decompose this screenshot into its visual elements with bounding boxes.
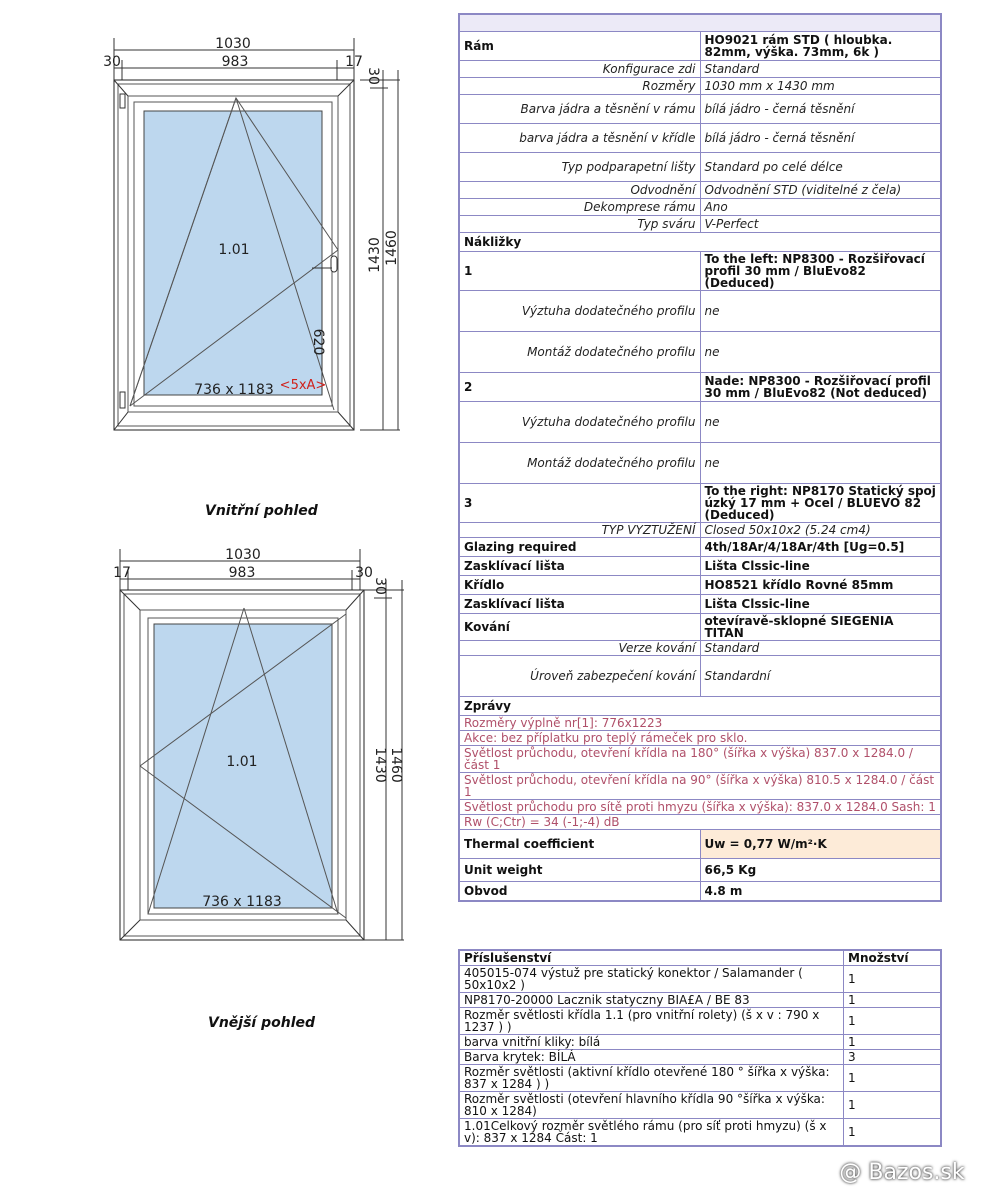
accessory-qty: 1 xyxy=(844,993,942,1008)
accessories-header-qty: Množství xyxy=(844,950,942,966)
accessory-name: Rozměr světlosti křídla 1.1 (pro vnitřní rolety) (š x v : 790 x 1237 ) ) xyxy=(459,1008,844,1035)
naklizky-description: To the right: NP8170 Statický spoj úzký 17 mm + Ocel / BLUEVO 82 (Deduced) xyxy=(700,484,941,523)
message-text: Světlost průchodu, otevření křídla na 180° (šířka x výška) 837.0 x 1284.0 / část 1 xyxy=(459,746,941,773)
hardware-row xyxy=(459,614,941,641)
message-row xyxy=(459,773,941,800)
sash-bead-label: Zasklívací lišta xyxy=(459,595,700,614)
spec-table xyxy=(458,13,942,902)
naklizky-detail-row-label: Výztuha dodatečného profilu xyxy=(459,291,700,332)
frame-detail-row xyxy=(459,95,941,124)
accessory-row xyxy=(459,1119,941,1147)
accessory-name: Rozměr světlosti (otevření hlavního křídla 90 °šířka x výška: 810 x 1284) xyxy=(459,1092,844,1119)
accessory-row xyxy=(459,1035,941,1050)
frame-detail-row-label: barva jádra a těsnění v křídle xyxy=(459,124,700,153)
weight-label: Unit weight xyxy=(459,859,700,882)
security-level-row xyxy=(459,656,941,697)
outer-view-drawing xyxy=(113,547,404,940)
frame-detail-rows xyxy=(459,61,941,233)
accessory-name: 405015-074 výstuž pre statický konektor / Salamander ( 50x10x2 ) xyxy=(459,966,844,993)
message-text: Rw (C;Ctr) = 34 (-1;-4) dB xyxy=(459,815,941,830)
sash-bead-row xyxy=(459,595,941,614)
frame-detail-row xyxy=(459,124,941,153)
inner-view-caption: Vnitřní pohled xyxy=(205,503,318,519)
outer-right-frame: 30 xyxy=(355,565,373,581)
message-row xyxy=(459,716,941,731)
outer-glass-height: 1430 xyxy=(372,747,388,783)
naklizky-detail-row xyxy=(459,332,941,373)
sash-value: HO8521 křídlo Rovné 85mm xyxy=(700,576,941,595)
bazos-watermark: @ Bazos.sk xyxy=(804,1152,1000,1192)
frame-detail-row-label: Odvodnění xyxy=(459,182,700,199)
frame-detail-row-value: Odvodnění STD (viditelné z čela) xyxy=(700,182,941,199)
frame-row xyxy=(459,32,941,61)
outer-top-frame: 30 xyxy=(372,577,388,595)
naklizky-description: Nade: NP8300 - Rozšiřovací profil 30 mm / BluEvo82 (Not deduced) xyxy=(700,373,941,402)
outer-view-caption: Vnější pohled xyxy=(208,1015,316,1031)
message-row xyxy=(459,800,941,815)
naklizky-detail-row-label: Výztuha dodatečného profilu xyxy=(459,402,700,443)
accessory-name: NP8170-20000 Lacznik statyczny BIA£A / BE 83 xyxy=(459,993,844,1008)
frame-detail-row-label: Rozměry xyxy=(459,78,700,95)
accessory-qty: 1 xyxy=(844,1065,942,1092)
accessories-table xyxy=(458,949,942,1147)
frame-detail-row-label: Typ sváru xyxy=(459,216,700,233)
frame-detail-row-label: Dekomprese rámu xyxy=(459,199,700,216)
accessory-qty: 1 xyxy=(844,1008,942,1035)
security-level-label: Úroveň zabezpečení kování xyxy=(459,656,700,697)
inner-total-height: 1460 xyxy=(384,230,400,266)
sash-label: Křídlo xyxy=(459,576,700,595)
naklizky-detail-row-value: ne xyxy=(700,332,941,373)
frame-detail-row xyxy=(459,199,941,216)
message-text: Světlost průchodu pro sítě proti hmyzu (šířka x výška): 837.0 x 1284.0 Sash: 1 xyxy=(459,800,941,815)
frame-detail-row-value: Standard xyxy=(700,61,941,78)
sash-row xyxy=(459,576,941,595)
accessory-row xyxy=(459,1092,941,1119)
frame-detail-row-value: 1030 mm x 1430 mm xyxy=(700,78,941,95)
accessory-qty: 3 xyxy=(844,1050,942,1065)
frame-detail-row xyxy=(459,61,941,78)
accessory-row xyxy=(459,1050,941,1065)
inner-glass-height: 1430 xyxy=(367,237,383,273)
inner-handle-height: 620 xyxy=(310,328,326,356)
outer-total-height: 1460 xyxy=(388,747,404,783)
outer-pane-label: 1.01 xyxy=(226,754,258,770)
accessory-name: Barva krytek: BÍLÁ xyxy=(459,1050,844,1065)
accessory-row xyxy=(459,1065,941,1092)
accessory-qty: 1 xyxy=(844,1035,942,1050)
hardware-version-label: Verze kování xyxy=(459,641,700,656)
frame-detail-row xyxy=(459,78,941,95)
naklizky-label: Nákližky xyxy=(459,233,941,252)
accessory-qty: 1 xyxy=(844,966,942,993)
sash-bead-value: Lišta Clssic-line xyxy=(700,595,941,614)
inner-view-drawing xyxy=(103,36,400,430)
naklizky-detail-row-value: ne xyxy=(700,443,941,484)
perimeter-value: 4.8 m xyxy=(700,882,941,902)
message-row xyxy=(459,815,941,830)
naklizky-number: 3 xyxy=(459,484,700,523)
frame-value: HO9021 rám STD ( hloubka. 82mm, výška. 73mm, 6k ) xyxy=(700,32,941,61)
naklizky-rows xyxy=(459,252,941,523)
security-level-value: Standardní xyxy=(700,656,941,697)
inner-top-frame: 30 xyxy=(365,67,381,85)
messages-row xyxy=(459,697,941,716)
outer-total-width: 1030 xyxy=(225,547,261,563)
frame-detail-row xyxy=(459,216,941,233)
accessory-name: Rozměr světlosti (aktivní křídlo otevřené 180 ° šířka x výška: 837 x 1284 ) ) xyxy=(459,1065,844,1092)
naklizky-item-row xyxy=(459,252,941,291)
reinforcement-label: TYP VYZTUŽENÍ xyxy=(459,523,700,538)
inner-pane-label: 1.01 xyxy=(218,242,250,258)
frame-detail-row-value: Ano xyxy=(700,199,941,216)
weight-row xyxy=(459,859,941,882)
inner-left-frame: 30 xyxy=(103,54,121,70)
frame-detail-row-label: Konfigurace zdi xyxy=(459,61,700,78)
naklizky-detail-row-label: Montáž dodatečného profilu xyxy=(459,443,700,484)
message-text: Světlost průchodu, otevření křídla na 90° (šířka x výška) 810.5 x 1284.0 / část 1 xyxy=(459,773,941,800)
naklizky-description: To the left: NP8300 - Rozšiřovací profil 30 mm / BluEvo82 (Deduced) xyxy=(700,252,941,291)
frame-detail-row-label: Barva jádra a těsnění v rámu xyxy=(459,95,700,124)
naklizky-item-row xyxy=(459,484,941,523)
naklizky-number: 1 xyxy=(459,252,700,291)
accessory-row xyxy=(459,1008,941,1035)
glazing-bead-row xyxy=(459,557,941,576)
reinforcement-row xyxy=(459,523,941,538)
inner-glass-width: 983 xyxy=(221,54,249,70)
naklizky-item-row xyxy=(459,373,941,402)
perimeter-row xyxy=(459,882,941,902)
naklizky-detail-row xyxy=(459,402,941,443)
frame-detail-row-value: Standard po celé délce xyxy=(700,153,941,182)
frame-detail-row-value: V-Perfect xyxy=(700,216,941,233)
message-row xyxy=(459,731,941,746)
outer-pane-size: 736 x 1183 xyxy=(202,894,282,910)
naklizky-detail-row-value: ne xyxy=(700,402,941,443)
outer-glass-width: 983 xyxy=(228,565,256,581)
weight-value: 66,5 Kg xyxy=(700,859,941,882)
message-text: Rozměry výplně nr[1]: 776x1223 xyxy=(459,716,941,731)
accessory-name: barva vnitřní kliky: bílá xyxy=(459,1035,844,1050)
message-row xyxy=(459,746,941,773)
accessories-header-name: Příslušenství xyxy=(459,950,844,966)
glazing-label: Glazing required xyxy=(459,538,700,557)
inner-total-width: 1030 xyxy=(215,36,251,52)
perimeter-label: Obvod xyxy=(459,882,700,902)
reinforcement-value: Closed 50x10x2 (5.24 cm4) xyxy=(700,523,941,538)
accessory-qty: 1 xyxy=(844,1119,942,1147)
handle-icon xyxy=(331,256,337,272)
hardware-version-value: Standard xyxy=(700,641,941,656)
glazing-value: 4th/18Ar/4/18Ar/4th [Ug=0.5] xyxy=(700,538,941,557)
inner-right-frame: 17 xyxy=(345,54,363,70)
frame-detail-row xyxy=(459,182,941,199)
naklizky-detail-row xyxy=(459,291,941,332)
accessories-rows xyxy=(459,966,941,1147)
glazing-row xyxy=(459,538,941,557)
naklizky-number: 2 xyxy=(459,373,700,402)
frame-label: Rám xyxy=(459,32,700,61)
accessory-row xyxy=(459,966,941,993)
outer-left-frame: 17 xyxy=(113,565,131,581)
frame-detail-row-value: bílá jádro - černá těsnění xyxy=(700,124,941,153)
inner-warning-label: <5xA> xyxy=(279,378,327,393)
thermal-label: Thermal coefficient xyxy=(459,830,700,859)
hardware-label: Kování xyxy=(459,614,700,641)
spec-header-row xyxy=(459,14,941,32)
thermal-value: Uw = 0,77 W/m²·K xyxy=(700,830,941,859)
naklizky-row xyxy=(459,233,941,252)
naklizky-detail-row xyxy=(459,443,941,484)
messages-label: Zprávy xyxy=(459,697,941,716)
hardware-value: otevíravě-sklopné SIEGENIA TITAN xyxy=(700,614,941,641)
glazing-bead-label: Zasklívací lišta xyxy=(459,557,700,576)
accessories-header-row xyxy=(459,950,941,966)
frame-detail-row xyxy=(459,153,941,182)
frame-detail-row-label: Typ podparapetní lišty xyxy=(459,153,700,182)
accessory-row xyxy=(459,993,941,1008)
message-text: Akce: bez příplatku pro teplý rámeček pro sklo. xyxy=(459,731,941,746)
inner-pane-size: 736 x 1183 xyxy=(194,382,274,398)
thermal-row xyxy=(459,830,941,859)
naklizky-detail-row-value: ne xyxy=(700,291,941,332)
glazing-bead-value: Lišta Clssic-line xyxy=(700,557,941,576)
message-rows xyxy=(459,716,941,830)
accessory-qty: 1 xyxy=(844,1092,942,1119)
accessory-name: 1.01Celkový rozměr světlého rámu (pro síť proti hmyzu) (š x v): 837 x 1284 Část: 1 xyxy=(459,1119,844,1147)
frame-detail-row-value: bílá jádro - černá těsnění xyxy=(700,95,941,124)
hardware-version-row xyxy=(459,641,941,656)
naklizky-detail-row-label: Montáž dodatečného profilu xyxy=(459,332,700,373)
